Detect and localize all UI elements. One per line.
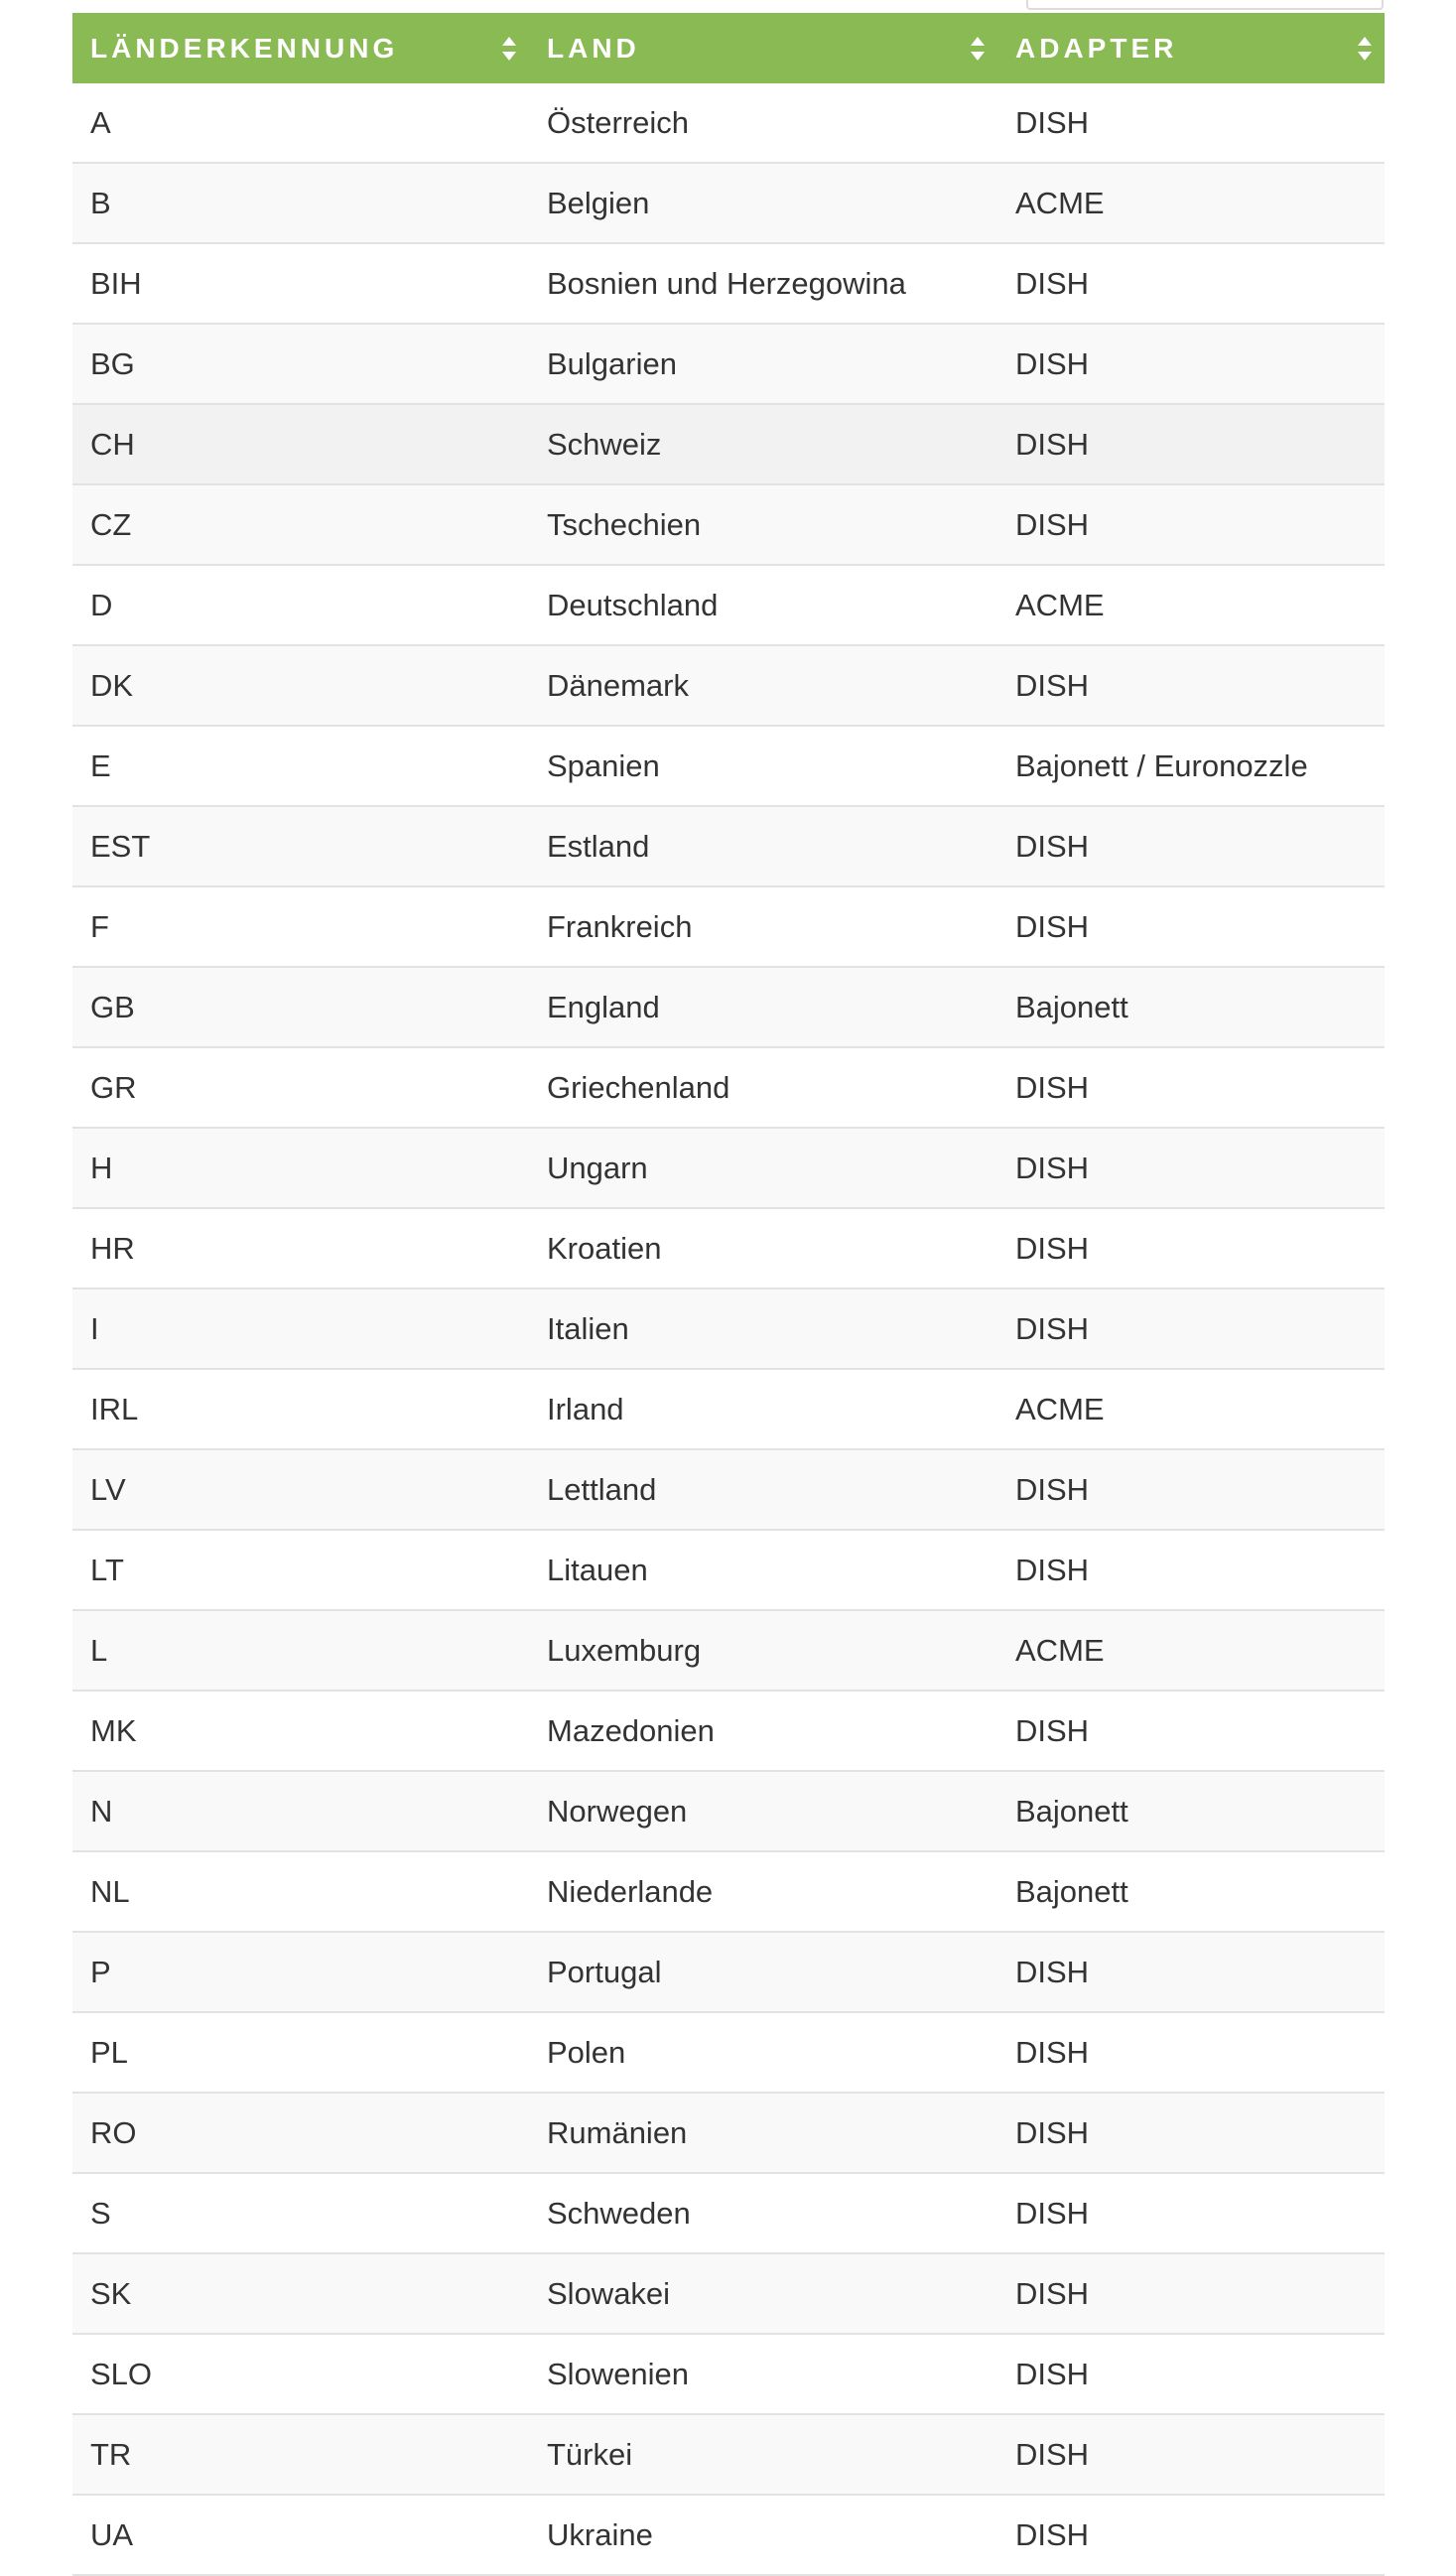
cell-country: Luxemburg [529, 1610, 997, 1691]
cell-code: PL [72, 2012, 529, 2093]
cell-adapter: DISH [997, 2253, 1385, 2334]
cell-adapter: DISH [997, 645, 1385, 726]
table-row [72, 1771, 1385, 1851]
cell-country: Kroatien [529, 1208, 997, 1288]
table-row [72, 886, 1385, 967]
cell-adapter: Bajonett [997, 967, 1385, 1047]
cell-adapter: DISH [997, 1932, 1385, 2012]
cell-country: Griechenland [529, 1047, 997, 1128]
cell-code: GR [72, 1047, 529, 1128]
cell-country: Belgien [529, 163, 997, 243]
table-row [72, 2253, 1385, 2334]
cell-country: Slowakei [529, 2253, 997, 2334]
cell-adapter: DISH [997, 1128, 1385, 1208]
table-row [72, 1369, 1385, 1449]
cell-adapter: DISH [997, 1208, 1385, 1288]
cell-adapter: DISH [997, 2495, 1385, 2575]
cell-adapter: DISH [997, 1288, 1385, 1369]
cell-adapter: DISH [997, 2414, 1385, 2495]
cell-code: L [72, 1610, 529, 1691]
cell-country: Türkei [529, 2414, 997, 2495]
cell-adapter: DISH [997, 324, 1385, 404]
cell-code: EST [72, 806, 529, 886]
cell-code: RO [72, 2093, 529, 2173]
table-row [72, 1610, 1385, 1691]
cell-country: Niederlande [529, 1851, 997, 1932]
cell-code: P [72, 1932, 529, 2012]
cell-code: BIH [72, 243, 529, 324]
cell-code: NL [72, 1851, 529, 1932]
cell-adapter: DISH [997, 2173, 1385, 2253]
cell-adapter: DISH [997, 1047, 1385, 1128]
cell-country: Ungarn [529, 1128, 997, 1208]
country-adapter-table-container [72, 13, 1385, 2576]
table-row [72, 1851, 1385, 1932]
cell-adapter: DISH [997, 2012, 1385, 2093]
cell-country: Tschechien [529, 484, 997, 565]
table-row [72, 484, 1385, 565]
cell-country: Schweden [529, 2173, 997, 2253]
cell-code: TR [72, 2414, 529, 2495]
cell-country: Ukraine [529, 2495, 997, 2575]
cell-code: BG [72, 324, 529, 404]
table-row [72, 565, 1385, 645]
table-header-row [72, 13, 1385, 83]
cell-country: Frankreich [529, 886, 997, 967]
table-row [72, 2173, 1385, 2253]
table-row [72, 1691, 1385, 1771]
table-row [72, 2495, 1385, 2575]
cell-adapter: Bajonett / Euronozzle [997, 726, 1385, 806]
column-header-code[interactable] [72, 13, 529, 83]
table-header [72, 13, 1385, 83]
cell-code: LV [72, 1449, 529, 1530]
cell-adapter: Bajonett [997, 1771, 1385, 1851]
cell-code: UA [72, 2495, 529, 2575]
table-row [72, 2093, 1385, 2173]
table-row [72, 2334, 1385, 2414]
cell-adapter: DISH [997, 1530, 1385, 1610]
table-row [72, 967, 1385, 1047]
cell-country: Litauen [529, 1530, 997, 1610]
cell-code: GB [72, 967, 529, 1047]
cell-adapter: ACME [997, 163, 1385, 243]
cell-code: S [72, 2173, 529, 2253]
table-row [72, 806, 1385, 886]
cell-code: B [72, 163, 529, 243]
cell-code: N [72, 1771, 529, 1851]
table-row [72, 1530, 1385, 1610]
cell-country: Dänemark [529, 645, 997, 726]
table-row [72, 83, 1385, 163]
sort-updown-icon[interactable] [501, 36, 517, 62]
cell-country: Italien [529, 1288, 997, 1369]
cell-code: A [72, 83, 529, 163]
cell-country: Spanien [529, 726, 997, 806]
cell-adapter: ACME [997, 1610, 1385, 1691]
cell-code: MK [72, 1691, 529, 1771]
cell-country: England [529, 967, 997, 1047]
cell-code: LT [72, 1530, 529, 1610]
sort-updown-icon[interactable] [1357, 36, 1373, 62]
cell-adapter: ACME [997, 565, 1385, 645]
cell-adapter: DISH [997, 806, 1385, 886]
column-header-adapter[interactable] [997, 13, 1385, 83]
table-row [72, 726, 1385, 806]
cell-country: Deutschland [529, 565, 997, 645]
cell-code: H [72, 1128, 529, 1208]
table-row [72, 645, 1385, 726]
cell-code: E [72, 726, 529, 806]
cell-country: Rumänien [529, 2093, 997, 2173]
cell-country: Slowenien [529, 2334, 997, 2414]
cell-adapter: Bajonett [997, 1851, 1385, 1932]
cell-code: CH [72, 404, 529, 484]
column-header-label: LÄNDERKENNUNG [90, 32, 399, 64]
cell-adapter: DISH [997, 1449, 1385, 1530]
cell-country: Lettland [529, 1449, 997, 1530]
column-header-label: LAND [547, 32, 640, 64]
cell-code: SLO [72, 2334, 529, 2414]
cell-adapter: DISH [997, 243, 1385, 324]
table-row [72, 1288, 1385, 1369]
sort-updown-icon[interactable] [970, 36, 986, 62]
cell-country: Schweiz [529, 404, 997, 484]
cell-code: D [72, 565, 529, 645]
table-row [72, 1449, 1385, 1530]
cell-country: Estland [529, 806, 997, 886]
cell-country: Norwegen [529, 1771, 997, 1851]
table-row [72, 1932, 1385, 2012]
column-header-label: ADAPTER [1015, 32, 1178, 64]
table-body [72, 83, 1385, 2575]
table-row [72, 243, 1385, 324]
cell-country: Bulgarien [529, 324, 997, 404]
cell-adapter: DISH [997, 886, 1385, 967]
cell-adapter: DISH [997, 2093, 1385, 2173]
table-row [72, 1208, 1385, 1288]
table-row [72, 163, 1385, 243]
cell-country: Mazedonien [529, 1691, 997, 1771]
cell-country: Österreich [529, 83, 997, 163]
table-row [72, 1128, 1385, 1208]
country-adapter-table [72, 13, 1385, 2576]
table-row [72, 1047, 1385, 1128]
cell-country: Portugal [529, 1932, 997, 2012]
cell-code: I [72, 1288, 529, 1369]
cell-code: F [72, 886, 529, 967]
cell-code: IRL [72, 1369, 529, 1449]
column-header-country[interactable] [529, 13, 997, 83]
cell-adapter: ACME [997, 1369, 1385, 1449]
search-input-edge[interactable] [1026, 0, 1384, 10]
cell-code: HR [72, 1208, 529, 1288]
cell-code: DK [72, 645, 529, 726]
cell-code: CZ [72, 484, 529, 565]
table-row [72, 324, 1385, 404]
table-row [72, 404, 1385, 484]
cell-country: Polen [529, 2012, 997, 2093]
cell-adapter: DISH [997, 404, 1385, 484]
cell-country: Irland [529, 1369, 997, 1449]
cell-adapter: DISH [997, 484, 1385, 565]
cell-adapter: DISH [997, 2334, 1385, 2414]
cell-adapter: DISH [997, 1691, 1385, 1771]
cell-adapter: DISH [997, 83, 1385, 163]
table-row [72, 2012, 1385, 2093]
cell-code: SK [72, 2253, 529, 2334]
cell-country: Bosnien und Herzegowina [529, 243, 997, 324]
